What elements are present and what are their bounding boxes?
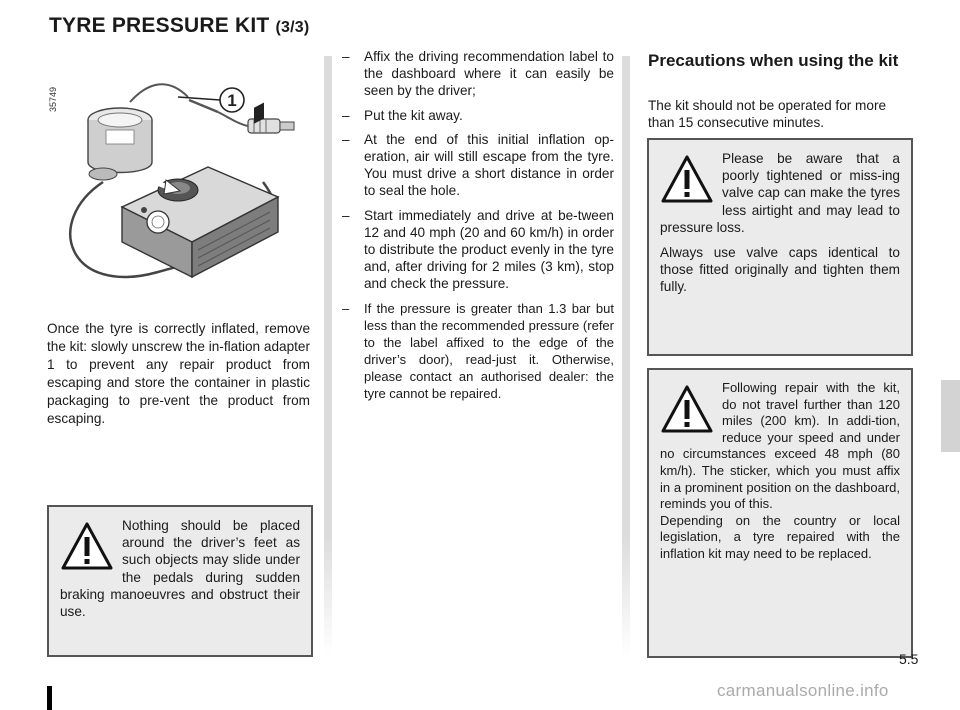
warning-icon: [660, 384, 714, 434]
page-title-part: (3/3): [275, 19, 310, 36]
warning-text: Nothing should be placed around the driver’s feet as such objects may slide under the pedals during sudden braking manoeuvres and obstruct their use.: [60, 518, 300, 620]
warning-box-left: [47, 505, 313, 657]
list-item: – Affix the driving recommendation label to the dashboard where it can easily be seen by the driver;: [342, 48, 614, 100]
page-title-text: TYRE PRESSURE KIT: [49, 14, 270, 37]
page-number: 5.5: [899, 651, 919, 667]
left-column-text: Once the tyre is correctly inflated, remove the kit: slowly unscrew the in-flation adapter 1 to prevent any repair product from escaping and store the container in plastic packaging to pre-vent the product from escaping.: [47, 321, 310, 426]
tyre-pressure-kit-illustration: [58, 72, 318, 294]
warning-text: Depending on the country or local legislation, a tyre repaired with the inflation kit may need to be replaced.: [660, 512, 900, 561]
list-item: – At the end of this initial inflation op-eration, air will still escape from the tyre. You must drive a short distance in order to seal the hole.: [342, 131, 614, 200]
list-item: – Start immediately and drive at be-tween 12 and 40 mph (20 and 60 km/h) in order to distribute the product evenly in the tyre and, after driving for 2 miles (3 km), stop and check the pressure.: [342, 207, 614, 293]
section-intro: The kit should not be operated for more than 15 consecutive minutes.: [648, 98, 887, 131]
warning-text: Following repair with the kit, do not travel further than 120 miles (200 km). In addi-tion, reduce your speed and under no circumstances exceed 48 mph (80 km/h). The sticker, which you must affix in a prominent position on the dashboard, reminds you of this.: [660, 380, 900, 512]
instruction-list: [342, 48, 614, 409]
list-item: – If the pressure is greater than 1.3 bar but less than the recommended pressure (refer to the label affixed to the edge of the driver’s door), read-just it. Otherwise, please contact an authorised dealer: the tyre cannot be repaired.: [342, 300, 614, 402]
column-divider: [324, 56, 332, 656]
warning-icon: [660, 154, 714, 204]
watermark: carmanualsonline.info: [717, 681, 889, 700]
warning-icon: [60, 521, 114, 571]
warning-box-valve-cap: [647, 138, 913, 356]
warning-text: Always use valve caps identical to those fitted originally and tighten them fully.: [660, 245, 900, 295]
sealant-canister: [88, 108, 152, 180]
column-divider: [622, 56, 630, 656]
warning-box-repair-limits: [647, 368, 913, 658]
section-heading: Precautions when using the kit: [648, 51, 899, 70]
figure-code: 35749: [48, 86, 58, 112]
warning-text: Please be aware that a poorly tightened or miss-ing valve cap can make the tyres less airtight and may lead to pressure loss.: [660, 151, 900, 235]
corner-mark: [47, 686, 52, 710]
list-item: – Put the kit away.: [342, 107, 614, 124]
callout-label: 1: [227, 91, 237, 110]
chapter-tab-marker: [941, 380, 960, 452]
page-title: [49, 14, 309, 38]
